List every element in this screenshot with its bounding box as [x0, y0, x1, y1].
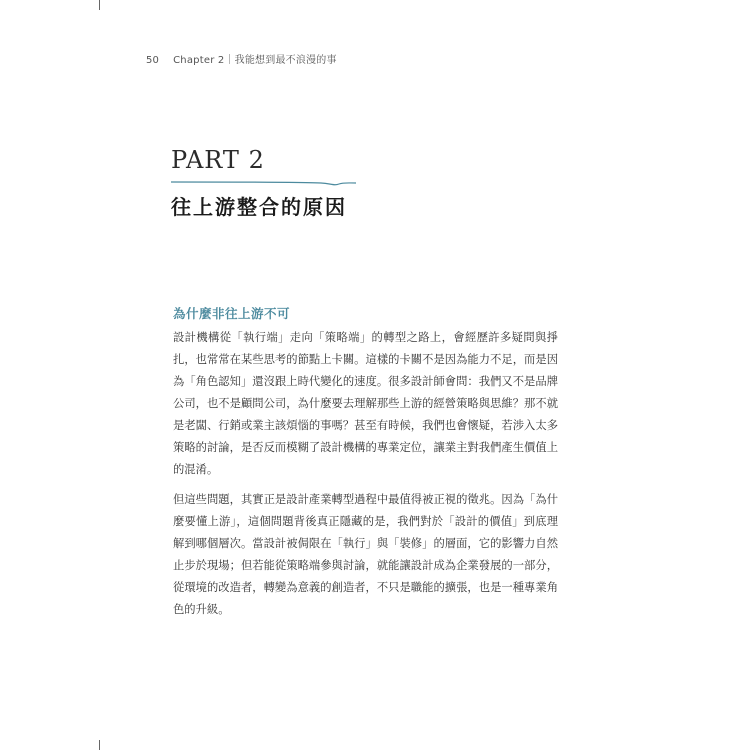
part-wave-rule	[171, 178, 356, 188]
section-heading: 為什麼非往上游不可	[173, 306, 291, 321]
page-number: 50	[146, 55, 160, 66]
part-label: PART 2	[171, 146, 265, 174]
crop-mark-top	[99, 0, 100, 10]
running-head	[146, 51, 337, 66]
body-paragraph-2: 但這些問題，其實正是設計產業轉型過程中最值得被正視的徵兆。因為「為什麼要懂上游」，這個問題背後真正隱藏的是，我們對於「設計的價值」到底理解到哪個層次。當設計被侷限在「執行」與「裝修」的層面，它的影響力自然止步於現場；但若能從策略端參與討論，就能讓設計成為企業發展的一部分，從環境的改造者，轉變為意義的創造者，不只是職能的擴張，也是一種專業角色的升級。	[173, 493, 558, 616]
chapter-title: Chapter 2｜我能想到最不浪漫的事	[173, 55, 337, 66]
crop-mark-bottom	[99, 740, 100, 750]
part-title: 往上游整合的原因	[171, 195, 347, 219]
body-paragraph-1: 設計機構從「執行端」走向「策略端」的轉型之路上，會經歷許多疑問與掙扎，也常常在某些思考的節點上卡關。這樣的卡關不是因為能力不足，而是因為「角色認知」還沒跟上時代變化的速度。很多設計師會問：我們又不是品牌公司，也不是顧問公司，為什麼要去理解那些上游的經營策略與思維？那不就是老闆、行銷或業主該煩惱的事嗎？甚至有時候，我們也會懷疑，若涉入太多策略的討論，是否反而模糊了設計機構的專業定位，讓業主對我們產生價值上的混淆。	[173, 331, 558, 476]
